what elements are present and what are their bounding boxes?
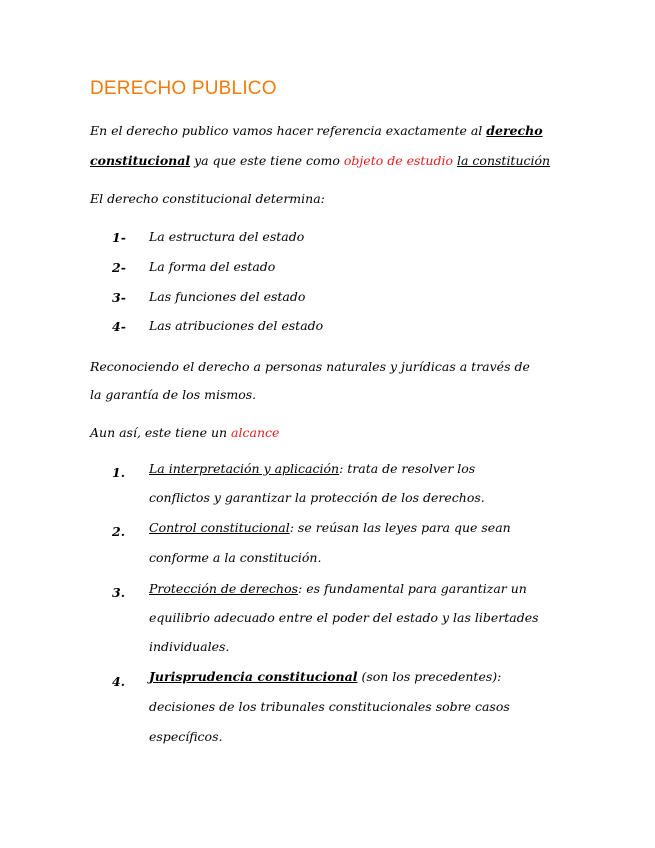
list-item-continuation: equilibrio adecuado entre el poder del estado y las libertades [149, 610, 539, 625]
list-item-continuation: conflictos y garantizar la protección de los derechos. [149, 490, 485, 505]
page-title: DERECHO PUBLICO [90, 78, 277, 99]
term: Protección de derechos [149, 581, 299, 596]
list-item-continuation: conforme a la constitución. [149, 550, 322, 565]
alcance-word: alcance [231, 425, 280, 440]
list-item: Jurisprudencia constitucional (son los precedentes): [149, 669, 502, 684]
list-item-continuation: específicos. [149, 729, 223, 744]
list-item: Las funciones del estado [149, 289, 306, 304]
list-number: 4- [112, 319, 126, 334]
intro-bold-constitucional: constitucional [90, 153, 191, 168]
la-constitucion: la constitución [457, 153, 551, 168]
list-number: 3. [112, 585, 126, 600]
list-number: 2. [112, 524, 126, 539]
list-item: Protección de derechos: es fundamental para garantizar un [149, 581, 527, 596]
list-number: 2- [112, 260, 126, 275]
list-number: 1- [112, 230, 126, 245]
list-item: Las atribuciones del estado [149, 318, 324, 333]
list-item-continuation: decisiones de los tribunales constitucionales sobre casos [149, 699, 510, 714]
term: Jurisprudencia constitucional [149, 669, 358, 684]
list-number: 3- [112, 290, 126, 305]
list-item: Control constitucional: se reúsan las leyes para que sean [149, 520, 511, 535]
objeto-de-estudio: objeto de estudio [343, 153, 454, 168]
list-item: La estructura del estado [149, 229, 305, 244]
list-number: 1. [112, 465, 126, 480]
determina-line: El derecho constitucional determina: [90, 191, 325, 206]
list-number: 4. [112, 674, 126, 689]
list-item: La interpretación y aplicación: trata de resolver los [149, 461, 476, 476]
list-item: La forma del estado [149, 259, 276, 274]
alcance-text: Aun así, este tiene un [90, 425, 232, 440]
alcance-line [90, 418, 279, 448]
intro-text-2: ya que este tiene como [190, 153, 344, 168]
intro-line-2 [90, 146, 550, 176]
term: Control constitucional [149, 520, 290, 535]
reconociendo-line-1: Reconociendo el derecho a personas naturales y jurídicas a través de [90, 359, 530, 374]
intro-text: En el derecho publico vamos hacer referencia exactamente al [90, 123, 487, 138]
reconociendo-line-2: la garantía de los mismos. [90, 387, 257, 402]
intro-line-1 [90, 116, 543, 146]
term: La interpretación y aplicación [149, 461, 340, 476]
list-item-continuation: individuales. [149, 639, 230, 654]
intro-bold-derecho: derecho [486, 123, 543, 138]
